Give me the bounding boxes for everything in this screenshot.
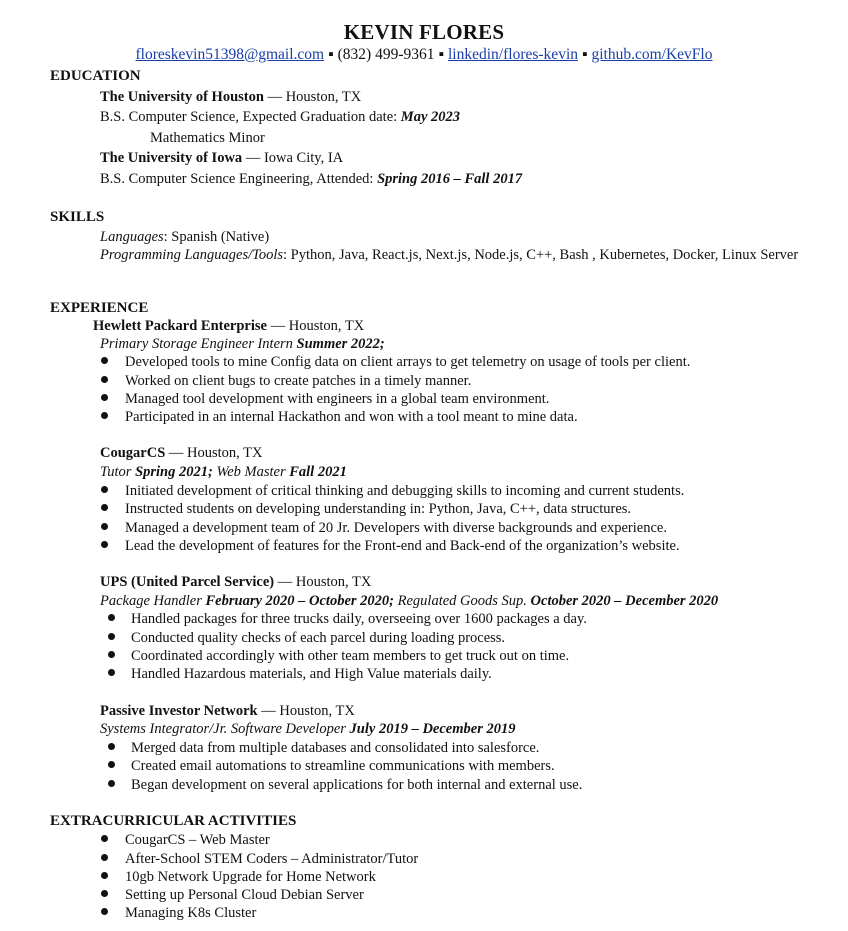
list-item: Handled packages for three trucks daily, overseeing over 1600 packages a day. — [131, 611, 587, 627]
job-dates: October 2020 – December 2020 — [530, 593, 719, 609]
list-item: Created email automations to streamline communications with members. — [131, 758, 555, 774]
bullet-icon — [101, 504, 108, 511]
list-item: Initiated development of critical thinking and debugging skills to incoming and current students. — [125, 483, 685, 499]
job-role: Systems Integrator/Jr. Software Developer — [100, 721, 350, 737]
languages-label: Languages — [100, 229, 164, 245]
school-line — [100, 149, 343, 167]
minor-line: Mathematics Minor — [150, 130, 265, 146]
list-item: Handled Hazardous materials, and High Value materials daily. — [131, 666, 492, 682]
bullet-icon — [101, 908, 108, 915]
email-link[interactable]: floreskevin51398@gmail.com — [135, 46, 325, 63]
list-item: Lead the development of features for the Front-end and Back-end of the organization’s website. — [125, 538, 680, 554]
job-role: Primary Storage Engineer Intern — [100, 336, 297, 352]
job-role-line — [100, 335, 385, 353]
bullet-icon — [101, 486, 108, 493]
bullet-icon — [101, 872, 108, 879]
separator-glyph: ▪ — [438, 46, 444, 63]
bullet-icon — [101, 854, 108, 861]
tools-line — [100, 246, 800, 264]
list-item: Participated in an internal Hackathon and won with a tool meant to mine data. — [125, 409, 578, 425]
job-company-line — [100, 702, 355, 720]
list-item: Managed a development team of 20 Jr. Developers with diverse backgrounds and experience. — [125, 520, 667, 536]
bullet-icon — [108, 743, 115, 750]
job-company-line — [100, 573, 371, 591]
contact-line — [0, 46, 848, 64]
job-role-line — [100, 592, 718, 610]
experience-heading: EXPERIENCE — [50, 300, 149, 316]
list-item: Coordinated accordingly with other team members to get truck out on time. — [131, 648, 570, 664]
list-item: CougarCS – Web Master — [125, 832, 270, 848]
school-name: The University of Iowa — [100, 150, 243, 166]
list-item: Merged data from multiple databases and consolidated into salesforce. — [131, 740, 540, 756]
job-company-line — [100, 444, 262, 462]
job-dates: Summer 2022; — [296, 336, 385, 352]
list-item: Conducted quality checks of each parcel during loading process. — [131, 630, 506, 646]
job-company: Passive Investor Network — [100, 703, 258, 719]
tools-value: : Python, Java, React.js, Next.js, Node.js, C++, Bash , Kubernetes, Docker, Linux Server — [283, 247, 799, 263]
bullet-icon — [101, 835, 108, 842]
bullet-icon — [108, 633, 115, 640]
degree-line — [100, 170, 522, 188]
bullet-icon — [101, 357, 108, 364]
bullet-icon — [108, 651, 115, 658]
job-company: UPS (United Parcel Service) — [100, 574, 275, 590]
job-role: Package Handler — [100, 593, 206, 609]
job-location: — Houston, TX — [165, 445, 263, 461]
job-company: Hewlett Packard Enterprise — [93, 318, 267, 334]
bullet-icon — [108, 669, 115, 676]
separator-glyph: ▪ — [582, 46, 588, 63]
job-role-line — [100, 720, 515, 738]
list-item: Began development on several applications for both internal and external use. — [131, 777, 583, 793]
job-location: — Houston, TX — [274, 574, 372, 590]
job-role: Web Master — [212, 464, 290, 480]
degree-date: May 2023 — [400, 109, 461, 125]
school-location: — Iowa City, IA — [242, 150, 344, 166]
bullet-icon — [101, 376, 108, 383]
school-location: — Houston, TX — [263, 89, 362, 105]
list-item: Setting up Personal Cloud Debian Server — [125, 887, 364, 903]
job-role-line — [100, 463, 347, 481]
job-role: Regulated Goods Sup. — [394, 593, 531, 609]
bullet-icon — [101, 541, 108, 548]
languages-line — [100, 228, 269, 246]
job-company-line — [93, 317, 364, 335]
list-item: Instructed students on developing understanding in: Python, Java, C++, data structures. — [125, 501, 632, 517]
list-item: Worked on client bugs to create patches in a timely manner. — [125, 373, 472, 389]
bullet-icon — [101, 412, 108, 419]
list-item: Managed tool development with engineers in a global team environment. — [125, 391, 550, 407]
job-location: — Houston, TX — [266, 318, 365, 334]
list-item: 10gb Network Upgrade for Home Network — [125, 869, 376, 885]
degree-text: B.S. Computer Science, Expected Graduation date: — [100, 109, 401, 125]
github-link[interactable]: github.com/KevFlo — [591, 46, 713, 63]
list-item: After-School STEM Coders – Administrator/Tutor — [125, 851, 419, 867]
school-line — [100, 88, 361, 106]
job-dates: February 2020 – October 2020; — [205, 593, 394, 609]
school-name: The University of Houston — [100, 89, 264, 105]
bullet-icon — [101, 890, 108, 897]
degree-date: Spring 2016 – Fall 2017 — [377, 171, 523, 187]
separator-glyph: ▪ — [328, 46, 334, 63]
languages-value: : Spanish (Native) — [163, 229, 270, 245]
bullet-icon — [108, 761, 115, 768]
job-dates: Fall 2021 — [289, 464, 347, 480]
job-location: — Houston, TX — [257, 703, 355, 719]
candidate-name: KEVIN FLORES — [343, 20, 505, 44]
bullet-icon — [108, 614, 115, 621]
phone-number: (832) 499-9361 — [337, 46, 435, 63]
activities-heading: EXTRACURRICULAR ACTIVITIES — [50, 813, 297, 829]
tools-label: Programming Languages/Tools — [100, 247, 284, 263]
job-company: CougarCS — [100, 445, 166, 461]
education-heading: EDUCATION — [50, 68, 141, 84]
job-dates: July 2019 – December 2019 — [349, 721, 516, 737]
bullet-icon — [108, 780, 115, 787]
bullet-icon — [101, 394, 108, 401]
degree-line — [100, 108, 460, 126]
degree-text: B.S. Computer Science Engineering, Attended: — [100, 171, 378, 187]
skills-heading: SKILLS — [50, 209, 105, 225]
job-role: Tutor — [100, 464, 136, 480]
list-item: Developed tools to mine Config data on client arrays to get telemetry on usage of tools per client. — [125, 354, 691, 370]
job-dates: Spring 2021; — [135, 464, 213, 480]
list-item: Managing K8s Cluster — [125, 905, 257, 921]
bullet-icon — [101, 523, 108, 530]
linkedin-link[interactable]: linkedin/flores-kevin — [448, 46, 578, 63]
